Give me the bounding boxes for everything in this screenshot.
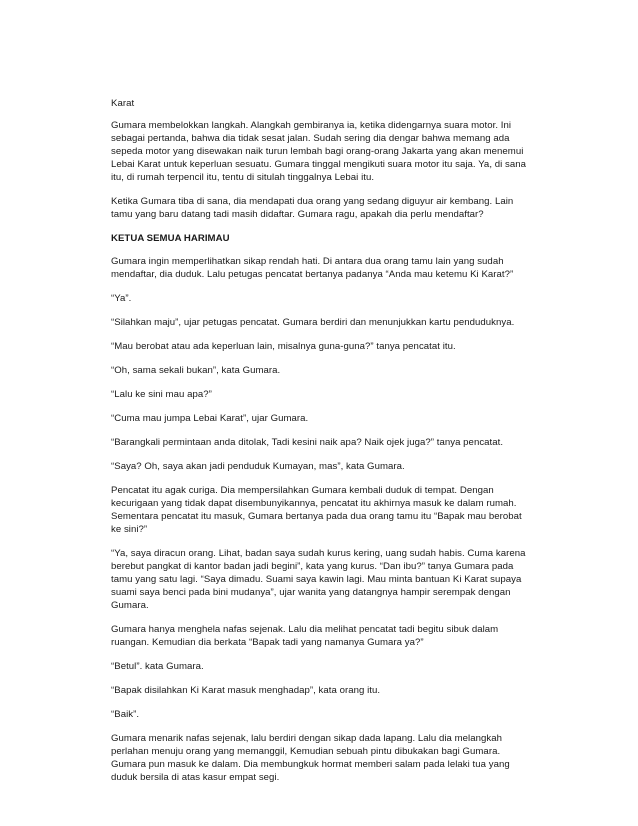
paragraph: “Saya? Oh, saya akan jadi penduduk Kumayan, mas”, kata Gumara.: [111, 461, 405, 472]
paragraph: “Bapak disilahkan Ki Karat masuk menghadap”, kata orang itu.: [111, 685, 381, 696]
paragraph: “Ya”.: [111, 293, 132, 304]
paragraph: Gumara menarik nafas sejenak, lalu berdiri dengan sikap dada lapang. Lalu dia melangkah perlahan menuju orang yang memanggil, Kemudian sebuah pintu dibukakan bagi Gumara. Gumara pun masuk ke dalam. Dia membungkuk hormat memberi salam pada lelaki tua yang duduk bersila di atas kasur empat segi.: [111, 733, 510, 783]
paragraph: Gumara hanya menghela nafas sejenak. Lalu dia melihat pencatat tadi begitu sibuk dalam ruangan. Kemudian dia berkata “Bapak tadi yang namanya Gumara ya?”: [111, 624, 499, 648]
document-title: Karat: [111, 98, 135, 109]
paragraph: “Mau berobat atau ada keperluan lain, misalnya guna-guna?” tanya pencatat itu.: [111, 341, 456, 352]
document-body: [111, 97, 531, 795]
paragraph: “Baik”.: [111, 709, 140, 720]
paragraph: “Barangkali permintaan anda ditolak, Tadi kesini naik apa? Naik ojek juga?” tanya pencatat.: [111, 437, 504, 448]
paragraph: “Cuma mau jumpa Lebai Karat”, ujar Gumara.: [111, 413, 309, 424]
paragraph: Gumara ingin memperlihatkan sikap rendah hati. Di antara dua orang tamu lain yang sudah mendaftar, dia duduk. Lalu petugas pencatat bertanya padanya “Anda mau ketemu Ki Karat?”: [111, 256, 514, 280]
paragraph: “Oh, sama sekali bukan”, kata Gumara.: [111, 365, 281, 376]
paragraph: Ketika Gumara tiba di sana, dia mendapati dua orang yang sedang diguyur air kembang. Lain tamu yang baru datang tadi masih didaftar. Gumara ragu, apakah dia perlu mendaftar?: [111, 196, 514, 220]
paragraph: “Silahkan maju”, ujar petugas pencatat. Gumara berdiri dan menunjukkan kartu penduduknya.: [111, 317, 515, 328]
paragraph: “Betul”. kata Gumara.: [111, 661, 204, 672]
paragraph: “Lalu ke sini mau apa?”: [111, 389, 212, 400]
paragraph: Pencatat itu agak curiga. Dia mempersilahkan Gumara kembali duduk di tempat. Dengan kecurigaan yang tidak dapat disembunyikannya, pencatat itu akhirnya masuk ke dalam rumah. Sementara pencatat itu masuk, Gumara bertanya pada dua orang tamu itu “Bapak mau berobat ke sini?”: [111, 485, 522, 535]
paragraph: “Ya, saya diracun orang. Lihat, badan saya sudah kurus kering, uang sudah habis. Cuma karena berebut pangkat di kantor badan jadi begini”, kata yang kurus. “Dan ibu?” tanya Gumara pada tamu yang satu lagi. “Saya dimadu. Suami saya kawin lagi. Mau minta bantuan Ki Karat supaya suami saya benci pada bini mudanya”, ujar wanita yang datangnya hampir serempak dengan Gumara.: [111, 548, 526, 611]
section-heading: KETUA SEMUA HARIMAU: [111, 233, 230, 244]
paragraph: Gumara membelokkan langkah. Alangkah gembiranya ia, ketika didengarnya suara motor. Ini sebagai pertanda, bahwa dia tidak sesat jalan. Sudah sering dia dengar bahwa memang ada sepeda motor yang disewakan naik turun lembah bagi orang-orang Jakarta yang akan menemui Lebai Karat untuk keperluan sesuatu. Gumara tinggal mengikuti suara motor itu saja. Ya, di sana itu, di rumah terpencil itu, tentu di situlah tinggalnya Lebai itu.: [111, 120, 527, 183]
